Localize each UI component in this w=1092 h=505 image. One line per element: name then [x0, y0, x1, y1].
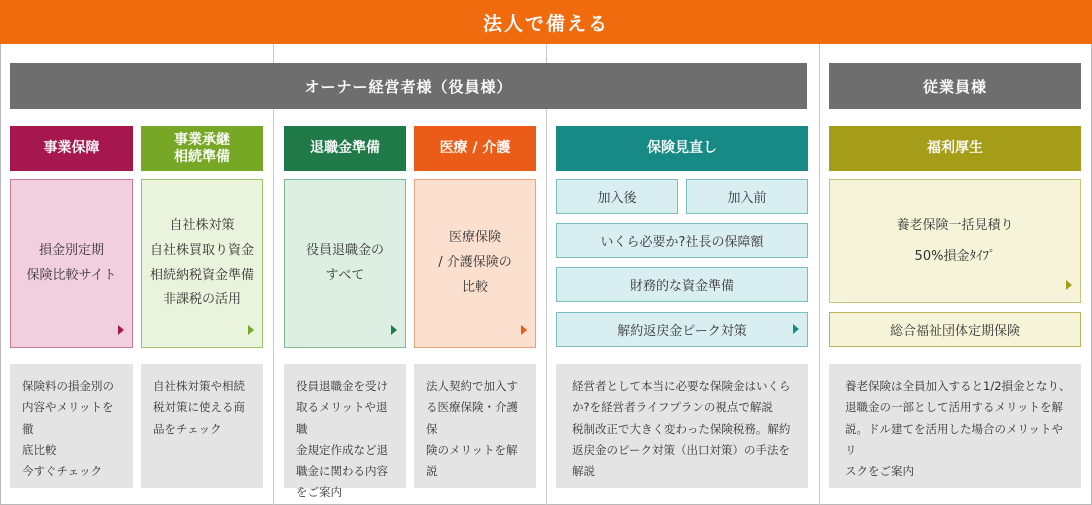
jigyo-shokei-description: [141, 364, 263, 488]
card-line: 相続納税資金準備: [149, 267, 254, 283]
desc-line: スクをご案内: [845, 464, 914, 479]
owner-group-header: [10, 63, 807, 109]
pill-after-enrollment[interactable]: 加入後: [556, 179, 678, 214]
desc-line: 解説: [572, 464, 595, 479]
desc-line: 自社株対策や相続: [153, 379, 245, 393]
desc-line: 経営者として本当に必要な保険金はいくら: [572, 379, 791, 393]
taishoku-header[interactable]: 退職金準備: [284, 126, 406, 171]
page-banner: [0, 0, 1092, 44]
banner-title: 法人で備える: [482, 12, 609, 35]
card-line: 自社株買取り資金: [149, 242, 254, 258]
card-line: 非課税の活用: [162, 292, 241, 308]
employee-group-header: [829, 63, 1081, 109]
employee-group-label: 従業員様: [922, 77, 987, 96]
desc-line: 底比較: [22, 442, 57, 457]
owner-group-label: オーナー経営者様（役員様）: [304, 77, 513, 96]
taishoku-card[interactable]: [284, 179, 406, 348]
arrow-right-icon: [1066, 280, 1072, 290]
fukuri-card[interactable]: [829, 179, 1081, 303]
pill-label: 解約返戻金ピーク対策: [617, 324, 747, 339]
taishoku-description: [284, 364, 406, 500]
desc-line: 退職金の一部として活用するメリットを解: [845, 400, 1064, 415]
column-divider: [819, 44, 820, 505]
arrow-right-icon: [248, 325, 254, 335]
jigyo-shokei-header[interactable]: 事業承継 相続準備: [141, 126, 263, 171]
column-divider: [273, 44, 274, 505]
desc-line: 内容やメリットを徹: [22, 400, 114, 436]
jigyo-hosho-description: [10, 364, 133, 488]
jigyo-hosho-card[interactable]: [10, 179, 133, 348]
desc-line: 保険料の損金別の: [22, 379, 114, 393]
fukuri-description: [829, 364, 1081, 488]
desc-line: 法人契約で加入す: [426, 379, 518, 393]
pill-financial-preparation[interactable]: 財務的な資金準備: [556, 267, 808, 302]
desc-line: 品をチェック: [153, 421, 222, 436]
arrow-right-icon: [391, 325, 397, 335]
jigyo-shokei-card[interactable]: [141, 179, 263, 348]
pill-coverage-amount[interactable]: いくら必要か?社長の保障額: [556, 223, 808, 258]
iryo-header[interactable]: 医療 / 介護: [414, 126, 536, 171]
card-line: すべて: [325, 267, 365, 283]
desc-line: 返戻金のピーク対策（出口対策）の手法を: [572, 442, 791, 457]
card-line: 自社株対策: [169, 218, 235, 234]
desc-line: 役員退職金を受け: [296, 379, 388, 393]
card-line: 医療保険: [448, 230, 501, 246]
desc-line: 職金に関わる内容: [296, 464, 388, 479]
card-line: 50%損金ﾀｲﾌﾟ: [914, 249, 996, 264]
fukuri-header[interactable]: 福利厚生: [829, 126, 1081, 171]
desc-line: か?を経営者ライフプランの視点で解説: [572, 400, 773, 415]
arrow-right-icon: [521, 325, 527, 335]
desc-line: 税対策に使える商: [153, 400, 245, 415]
arrow-right-icon: [118, 325, 124, 335]
column-divider: [546, 44, 547, 505]
desc-line: をご案内: [296, 485, 342, 500]
desc-line: 険のメリットを解説: [426, 442, 518, 479]
minaoshi-description: [556, 364, 808, 488]
desc-line: 税制改正で大きく変わった保険税務。解約: [572, 421, 791, 436]
iryo-card[interactable]: [414, 179, 536, 348]
card-line: 保険比較サイト: [26, 267, 117, 283]
pill-surrender-peak[interactable]: [556, 312, 808, 347]
desc-line: る医療保険・介護保: [426, 400, 518, 436]
desc-line: 説。ドル建てを活用した場合のメリットやリ: [845, 421, 1064, 457]
desc-line: 今すぐチェック: [22, 464, 103, 479]
arrow-right-icon: [793, 324, 799, 334]
jigyo-hosho-header[interactable]: 事業保障: [10, 126, 133, 171]
pill-before-enrollment[interactable]: 加入前: [686, 179, 808, 214]
minaoshi-header[interactable]: 保険見直し: [556, 126, 808, 171]
iryo-description: [414, 364, 536, 488]
card-line: 損金別定期: [38, 242, 104, 258]
card-line: / 介護保険の: [438, 255, 512, 271]
card-line: 比較: [461, 279, 488, 295]
desc-line: 金規定作成など退: [296, 442, 388, 457]
desc-line: 取るメリットや退職: [296, 400, 388, 436]
card-line: 養老保険一括見積り: [896, 217, 1014, 233]
pill-group-term-insurance[interactable]: 総合福祉団体定期保険: [829, 312, 1081, 347]
desc-line: 養老保険は全員加入すると1/2損金となり、: [845, 379, 1071, 393]
card-line: 役員退職金の: [305, 242, 384, 258]
